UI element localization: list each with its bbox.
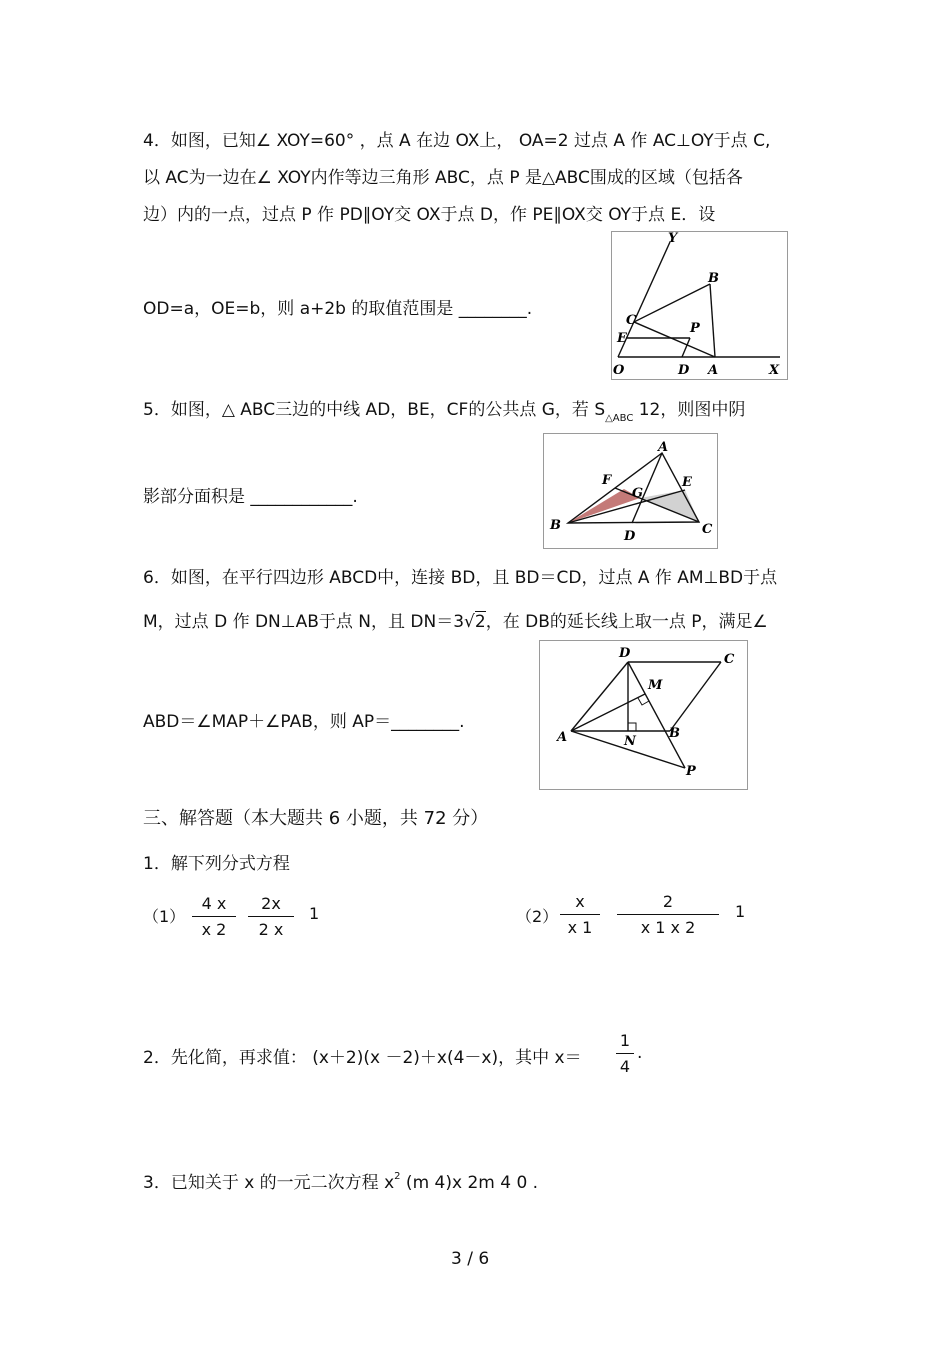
label-b: B xyxy=(550,518,561,533)
q6-line-3: ABD＝∠MAP＋∠PAB，则 AP＝________. xyxy=(143,712,465,732)
problem-2-end: . xyxy=(637,1043,643,1063)
label-e: E xyxy=(617,331,627,346)
problem-2-numerator: 1 xyxy=(619,1031,631,1050)
q6-line-1: 6．如图，在平行四边形 ABCD中，连接 BD，且 BD＝CD，过点 A 作 AM⊥BD于点 xyxy=(143,568,778,588)
page-number: 3 / 6 xyxy=(451,1249,490,1269)
q4-line-1: 4．如图，已知∠ XOY=60° ，点 A 在边 OX上， OA=2 过点 A 作 AC⊥OY于点 C, xyxy=(143,131,771,151)
side-ad xyxy=(571,662,628,731)
q4-figure xyxy=(611,231,788,380)
eq1-f2-numerator: 2x xyxy=(261,894,281,913)
q6-line-2 xyxy=(143,607,768,632)
label-d: D xyxy=(624,529,636,544)
right-angle-mark-n xyxy=(628,723,636,731)
q5-line-1-text-a: 5．如图，△ ABC三边的中线 AD，BE，CF的公共点 G，若 S xyxy=(143,400,606,420)
q5-line-1 xyxy=(143,395,746,424)
section-3-heading: 三、解答题（本大题共 6 小题，共 72 分） xyxy=(143,808,489,829)
q6-figure xyxy=(539,640,748,790)
eq2-f2-denominator: x 1 x 2 xyxy=(640,918,696,937)
q5-line-1-text-b: 12，则图中阴 xyxy=(633,400,746,420)
side-ca xyxy=(634,322,715,357)
label-c: C xyxy=(626,313,637,328)
problem-3-text xyxy=(143,1168,538,1193)
eq1-f1-denominator: x 2 xyxy=(201,920,227,939)
problem-3-superscript: 2 xyxy=(394,1171,401,1182)
eq1-label: （1） xyxy=(143,907,186,926)
q5-figure-svg xyxy=(544,434,717,548)
q4-figure-svg xyxy=(612,232,787,379)
problem-2-denominator: 4 xyxy=(619,1057,631,1076)
q5-figure xyxy=(543,433,718,549)
eq1-fraction-2 xyxy=(248,894,294,939)
label-y: Y xyxy=(668,232,678,246)
label-a: A xyxy=(708,363,719,378)
label-b: B xyxy=(708,271,719,286)
label-n: N xyxy=(624,734,636,749)
segment-pd xyxy=(682,338,690,357)
eq1-f2-denominator: 2 x xyxy=(258,920,284,939)
label-p: P xyxy=(690,321,700,336)
eq1-f1-numerator: 4 x xyxy=(201,894,227,913)
segment-am xyxy=(571,694,645,731)
eq2-rhs: 1 xyxy=(735,902,746,921)
label-a: A xyxy=(557,730,568,745)
label-f: F xyxy=(602,473,612,488)
q5-line-2: 影部分面积是 ____________. xyxy=(143,487,358,507)
label-p: P xyxy=(686,764,696,779)
problem-1-title: 1．解下列分式方程 xyxy=(143,854,290,874)
eq1-fraction-1 xyxy=(192,894,236,939)
q6-figure-svg xyxy=(540,641,747,789)
eq2-f1-numerator: x xyxy=(575,892,585,911)
eq2-fraction-1 xyxy=(560,892,600,937)
label-d: D xyxy=(619,646,631,661)
q5-area-subscript: △ABC xyxy=(605,413,634,424)
q6-sqrt-radicand: 2 xyxy=(474,612,486,632)
q4-line-4: OD=a，OE=b，则 a+2b 的取值范围是 ________. xyxy=(143,299,533,319)
eq2-f1-denominator: x 1 xyxy=(567,918,593,937)
q4-line-2: 以 AC为一边在∠ XOY内作等边三角形 ABC，点 P 是△ABC围成的区域（包括各 xyxy=(143,168,743,188)
label-g: G xyxy=(632,486,644,501)
sqrt-symbol: √ xyxy=(464,612,475,632)
label-c: C xyxy=(702,522,713,537)
q6-sqrt-coefficient: 3 xyxy=(453,612,465,632)
q4-line-3: 边）内的一点，过点 P 作 PD∥OY交 OX于点 D，作 PE∥OX交 OY于点 E．设 xyxy=(143,205,716,225)
problem-2-fraction xyxy=(616,1031,634,1076)
label-a: A xyxy=(658,440,669,455)
q6-line-2-text-b: ，在 DB的延长线上取一点 P，满足∠ xyxy=(485,612,768,632)
side-cb xyxy=(634,284,710,322)
eq2-f2-numerator: 2 xyxy=(662,892,674,911)
q6-line-2-text-a: M，过点 D 作 DN⊥AB于点 N，且 DN＝ xyxy=(143,612,454,632)
eq1-rhs: 1 xyxy=(309,904,320,923)
side-cb xyxy=(670,662,721,731)
eq2-label: （2） xyxy=(516,907,559,926)
label-c: C xyxy=(724,652,735,667)
problem-2-text: 2．先化简，再求值： (x＋2)(x －2)＋x(4－x)，其中 x＝ xyxy=(143,1048,582,1068)
eq2-fraction-2 xyxy=(617,892,719,937)
label-x: X xyxy=(769,363,780,378)
label-o: O xyxy=(613,363,625,378)
label-d: D xyxy=(678,363,690,378)
problem-3-text-a: 3．已知关于 x 的一元二次方程 x xyxy=(143,1173,395,1193)
side-ba xyxy=(710,284,715,357)
label-m: M xyxy=(648,678,663,693)
label-b: B xyxy=(669,726,680,741)
label-e: E xyxy=(682,475,692,490)
problem-3-text-b: (m 4)x 2m 4 0 . xyxy=(400,1173,539,1193)
